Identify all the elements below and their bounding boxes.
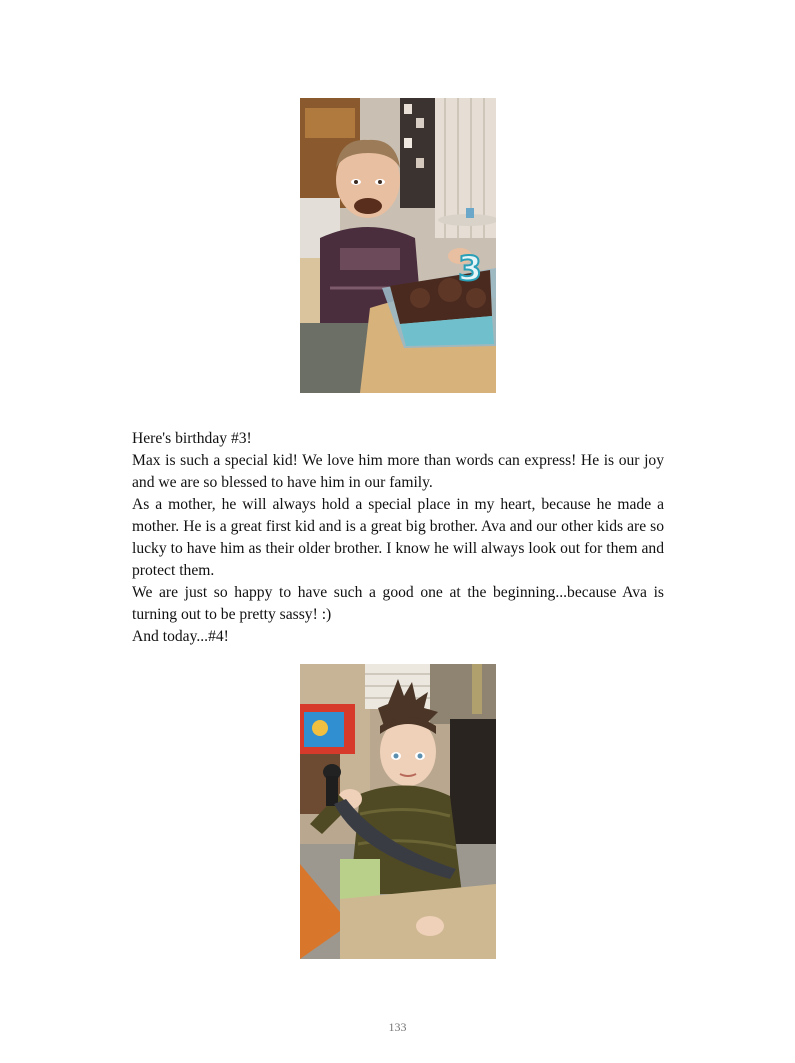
paragraph-3: As a mother, he will always hold a special place in my heart, because he made a mother. He is a great first kid and is a great big brother. Ava and our other kids are so lucky to have him as their older brother. I know he will always look out for them and protect them. xyxy=(132,496,664,579)
candle-number: 3 xyxy=(458,249,482,289)
photo-boy-with-toy-sword xyxy=(300,664,496,959)
birthday-3-photo xyxy=(300,98,496,393)
paragraph-4: We are just so happy to have such a good one at the beginning...because Ava is turning out to be pretty sassy! :) xyxy=(132,584,664,623)
page-number: 133 xyxy=(388,1020,407,1034)
birthday-4-photo xyxy=(300,664,496,959)
paragraph-2: Max is such a special kid! We love him more than words can express! He is our joy and we are so blessed to have him in our family. xyxy=(132,452,664,491)
photo-birthday-cake xyxy=(300,98,496,393)
paragraph-5: And today...#4! xyxy=(132,628,229,645)
journal-text xyxy=(132,428,664,648)
paragraph-1: Here's birthday #3! xyxy=(132,430,252,447)
